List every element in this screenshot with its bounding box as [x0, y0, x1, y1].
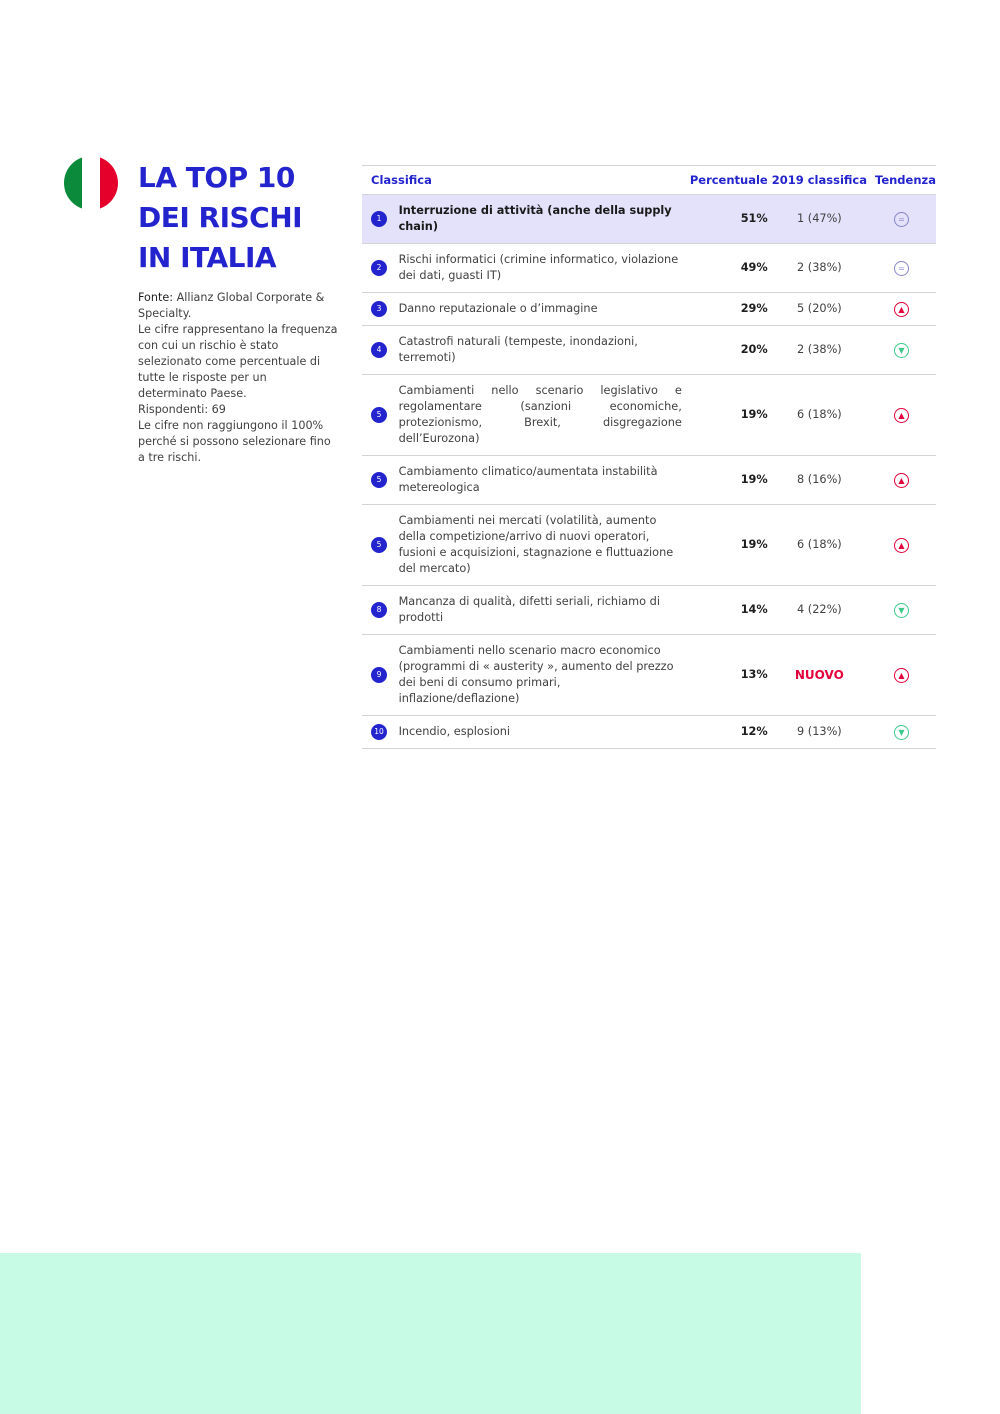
risk-label: Catastrofi naturali (tempeste, inondazioni, terremoti) [390, 326, 690, 375]
risk-label: Cambiamento climatico/aumentata instabilità metereologica [390, 456, 690, 505]
trend-cell [867, 244, 936, 293]
respondents-text: Rispondenti: 69 [138, 403, 226, 416]
trend-cell [867, 635, 936, 716]
rank-badge: 10 [371, 724, 387, 740]
percent-value: 19% [690, 505, 772, 586]
table-row [362, 293, 936, 326]
rank-cell [362, 505, 390, 586]
rank-badge: 2 [371, 260, 387, 276]
rank-cell [362, 326, 390, 375]
source-text: Allianz Global Corporate & Specialty. [138, 291, 325, 320]
risk-label: Rischi informatici (crimine informatico, violazione dei dati, guasti IT) [390, 244, 690, 293]
previous-rank: 1 (47%) [772, 195, 867, 244]
trend-cell [867, 505, 936, 586]
header-trend: Tendenza [867, 166, 936, 195]
rank-badge: 3 [371, 301, 387, 317]
trend-cell [867, 716, 936, 749]
table-header-row [362, 166, 936, 195]
table-row [362, 716, 936, 749]
flag-white-stripe [82, 156, 100, 210]
percent-value: 14% [690, 586, 772, 635]
trend-down-icon: ▼ [894, 343, 909, 358]
rank-badge: 8 [371, 602, 387, 618]
trend-down-icon: ▼ [894, 603, 909, 618]
disclaimer-text: Le cifre non raggiungono il 100% perché si possono selezionare fino a tre rischi. [138, 419, 331, 464]
rank-cell [362, 244, 390, 293]
percent-value: 12% [690, 716, 772, 749]
table-row [362, 375, 936, 456]
trend-up-icon: ▲ [894, 408, 909, 423]
previous-rank: 2 (38%) [772, 326, 867, 375]
table-row [362, 456, 936, 505]
percent-value: 19% [690, 456, 772, 505]
trend-up-icon: ▲ [894, 538, 909, 553]
previous-rank: 9 (13%) [772, 716, 867, 749]
rank-badge: 5 [371, 472, 387, 488]
trend-down-icon: ▼ [894, 725, 909, 740]
previous-rank: 4 (22%) [772, 586, 867, 635]
risk-label: Cambiamenti nello scenario macro economico (programmi di « austerity », aumento del prezzo dei beni di consumo primari, inflazione/deflazione) [390, 635, 690, 716]
rank-cell [362, 716, 390, 749]
rank-cell [362, 375, 390, 456]
previous-rank: 6 (18%) [772, 375, 867, 456]
rank-cell [362, 293, 390, 326]
source-line [138, 290, 338, 322]
table-row [362, 195, 936, 244]
rank-cell [362, 456, 390, 505]
rank-badge: 9 [371, 667, 387, 683]
page-title: LA TOP 10 DEI RISCHI IN ITALIA [138, 161, 303, 274]
table-row [362, 586, 936, 635]
trend-cell [867, 375, 936, 456]
previous-rank: 8 (16%) [772, 456, 867, 505]
table-row [362, 505, 936, 586]
trend-equal-icon: = [894, 261, 909, 276]
percent-value: 13% [690, 635, 772, 716]
risk-label: Mancanza di qualità, difetti seriali, richiamo di prodotti [390, 586, 690, 635]
percent-value: 51% [690, 195, 772, 244]
description-text: Le cifre rappresentano la frequenza con cui un rischio è stato selezionato come percentuale di tutte le risposte per un determinato Paese. [138, 323, 338, 400]
header-previous: 2019 classifica [772, 166, 867, 195]
source-notes [138, 290, 338, 466]
trend-up-icon: ▲ [894, 302, 909, 317]
rank-badge: 5 [371, 407, 387, 423]
header-percent: Percentuale [690, 166, 772, 195]
trend-equal-icon: = [894, 212, 909, 227]
rank-cell [362, 586, 390, 635]
flag-red-stripe [100, 156, 118, 210]
table-row [362, 326, 936, 375]
trend-cell [867, 586, 936, 635]
previous-rank: 2 (38%) [772, 244, 867, 293]
rank-badge: 5 [371, 537, 387, 553]
table-row [362, 635, 936, 716]
risk-label: Cambiamenti nei mercati (volatilità, aumento della competizione/arrivo di nuovi operatori, fusioni e acquisizioni, stagnazione e fluttuazione del mercato) [390, 505, 690, 586]
new-badge: NUOVO [772, 635, 867, 716]
risk-ranking-table [362, 165, 936, 749]
previous-rank: 5 (20%) [772, 293, 867, 326]
footer-decoration [0, 1253, 861, 1414]
trend-cell [867, 195, 936, 244]
table-row [362, 244, 936, 293]
trend-up-icon: ▲ [894, 473, 909, 488]
rank-badge: 4 [371, 342, 387, 358]
percent-value: 19% [690, 375, 772, 456]
trend-cell [867, 326, 936, 375]
source-label: Fonte: [138, 291, 174, 304]
risk-label: Cambiamenti nello scenario legislativo e regolamentare (sanzioni economiche, protezionismo, Brexit, disgregazione dell’Eurozona) [390, 375, 690, 456]
rank-badge: 1 [371, 211, 387, 227]
rank-cell [362, 195, 390, 244]
previous-rank: 6 (18%) [772, 505, 867, 586]
italy-flag-icon [64, 156, 118, 210]
header-rank: Classifica [362, 166, 690, 195]
risk-label: Interruzione di attività (anche della supply chain) [390, 195, 690, 244]
trend-cell [867, 293, 936, 326]
percent-value: 29% [690, 293, 772, 326]
percent-value: 49% [690, 244, 772, 293]
rank-cell [362, 635, 390, 716]
risk-label: Incendio, esplosioni [390, 716, 690, 749]
percent-value: 20% [690, 326, 772, 375]
trend-cell [867, 456, 936, 505]
trend-up-icon: ▲ [894, 668, 909, 683]
flag-green-stripe [64, 156, 82, 210]
risk-label: Danno reputazionale o d’immagine [390, 293, 690, 326]
